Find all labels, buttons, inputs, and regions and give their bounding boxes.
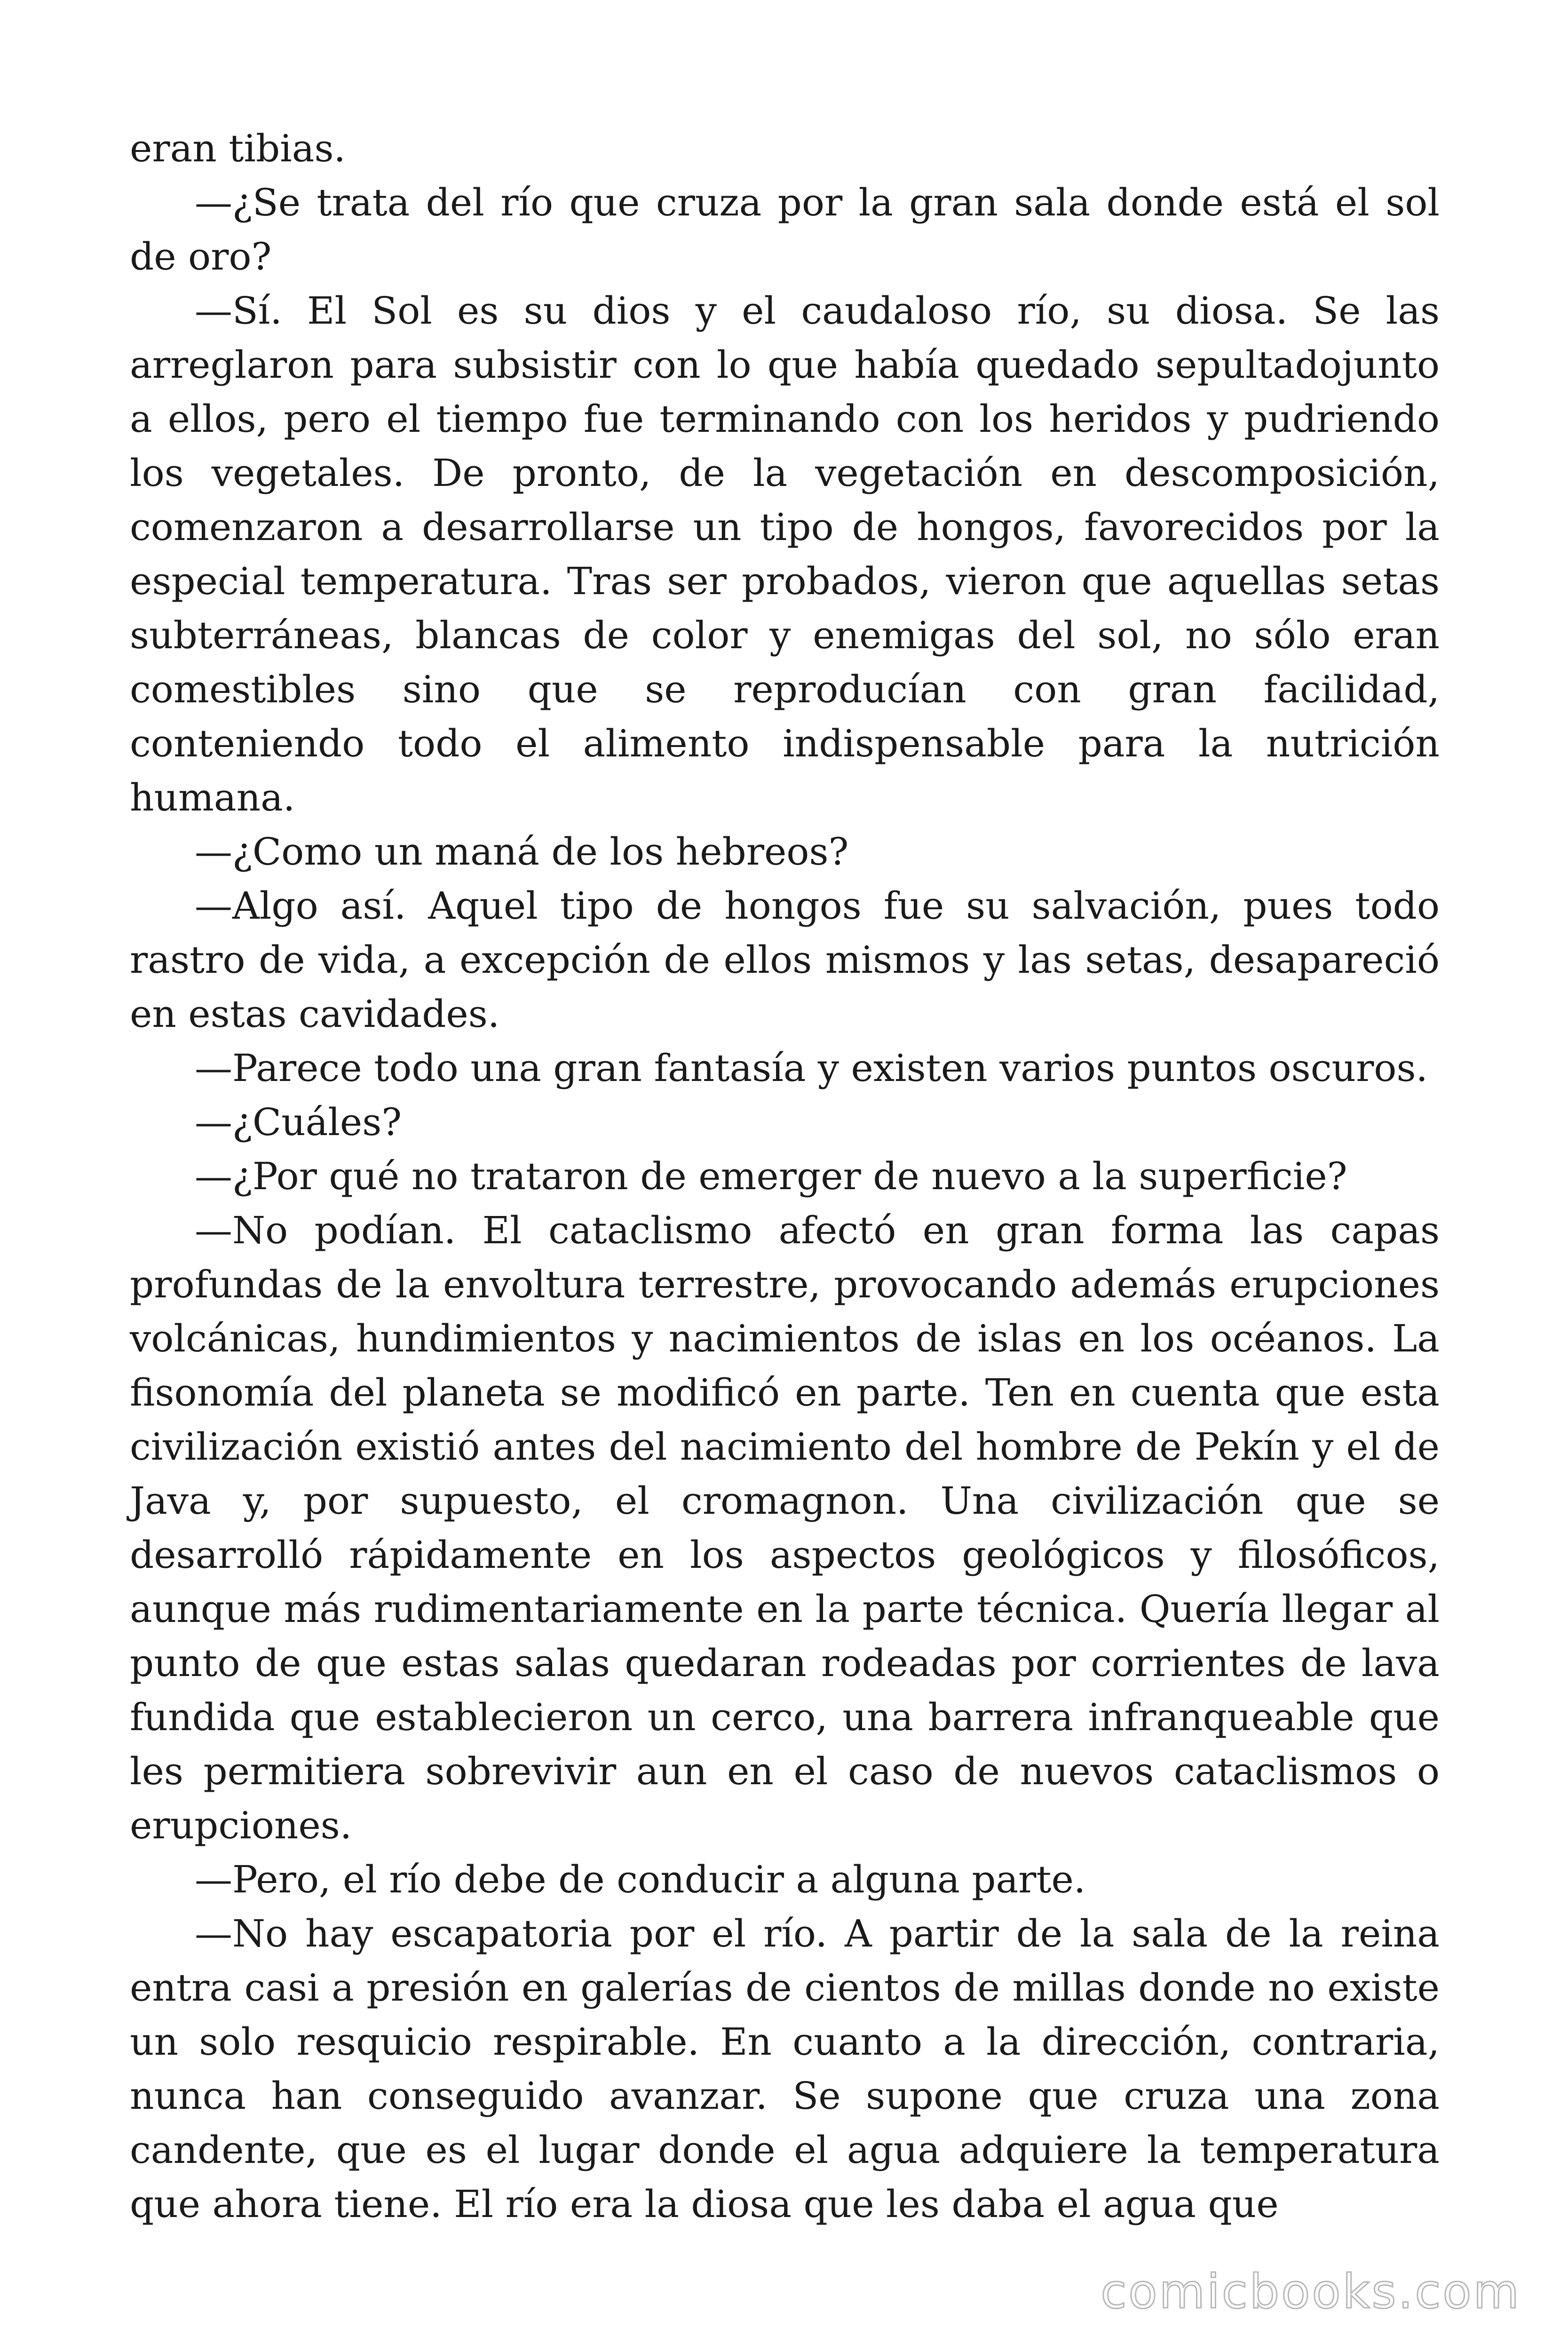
book-page-text bbox=[130, 121, 1440, 2231]
paragraph-dialogue: —¿Cuáles? bbox=[195, 1100, 402, 1144]
paragraph-dialogue: —No podían. El cataclismo afectó en gran forma las capas profundas de la envoltura terrestre, provocando además erupciones volcánicas, hundimientos y nacimientos de islas en los océanos. La fisonomía del planeta se modificó en parte. Ten en cuenta que esta civilización existió antes del nacimiento del hombre de Pekín y el de Java y, por supuesto, el cromagnon. Una civilización que se desarrolló rápidamente en los aspectos geológicos y filosóficos, aunque más rudimentariamente en la parte técnica. Quería llegar al punto de que estas salas quedaran rodeadas por corrientes de lava fundida que establecieron un cerco, una barrera infranqueable que les permitiera sobrevivir aun en el caso de nuevos cataclismos o erupciones. bbox=[130, 1208, 1440, 1847]
paragraph-dialogue: —Sí. El Sol es su dios y el caudaloso río, su diosa. Se las arreglaron para subsistir con lo que había quedado sepultadojunto a ellos, pero el tiempo fue terminando con los heridos y pudriendo los vegetales. De pronto, de la vegetación en descomposición, comenzaron a desarrollarse un tipo de hongos, favorecidos por la especial temperatura. Tras ser probados, vieron que aquellas setas subterráneas, blancas de color y enemigas del sol, no sólo eran comestibles sino que se reproducían con gran facilidad, conteniendo todo el alimento indispensable para la nutrición humana. bbox=[130, 289, 1440, 819]
paragraph-dialogue: —Parece todo una gran fantasía y existen varios puntos oscuros. bbox=[195, 1046, 1428, 1090]
paragraph-dialogue: —No hay escapatoria por el río. A partir de la sala de la reina entra casi a presión en galerías de cientos de millas donde no existe un solo resquicio respirable. En cuanto a la dirección, contraria, nunca han conseguido avanzar. Se supone que cruza una zona candente, que es el lugar donde el agua adquiere la temperatura que ahora tiene. El río era la diosa que les daba el agua que bbox=[130, 1912, 1440, 2226]
paragraph-dialogue: —¿Se trata del río que cruza por la gran sala donde está el sol de oro? bbox=[130, 181, 1440, 278]
paragraph-continuation: eran tibias. bbox=[130, 127, 346, 170]
paragraph-dialogue: —Algo así. Aquel tipo de hongos fue su salvación, pues todo rastro de vida, a excepción de ellos mismos y las setas, desapareció en estas cavidades. bbox=[130, 884, 1440, 1036]
paragraph-dialogue: —Pero, el río debe de conducir a alguna parte. bbox=[195, 1858, 1086, 1901]
paragraph-dialogue: —¿Como un maná de los hebreos? bbox=[195, 830, 849, 874]
watermark-text: comicbooks.com bbox=[1101, 2264, 1521, 2319]
paragraph-dialogue: —¿Por qué no trataron de emerger de nuevo a la superficie? bbox=[195, 1154, 1347, 1198]
